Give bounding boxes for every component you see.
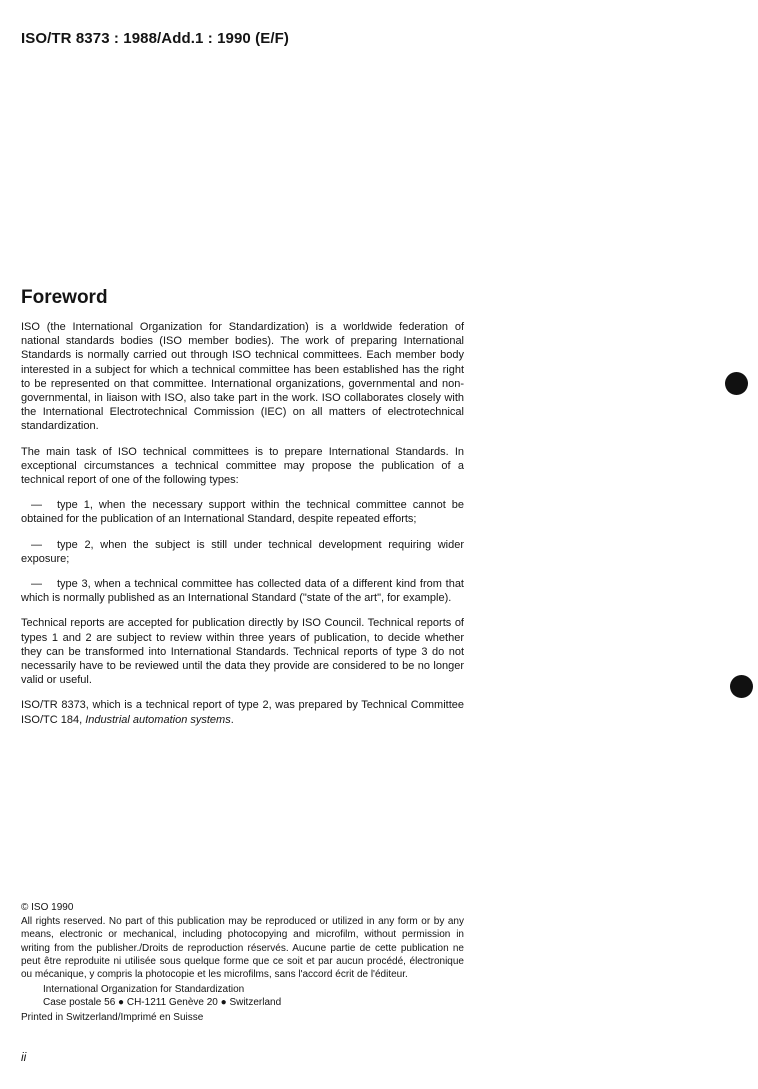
list-item-type-2 <box>21 538 464 566</box>
dash-bullet: — <box>31 499 42 512</box>
list-item-type-1 <box>21 498 464 526</box>
list-item-text: type 3, when a technical committee has collected data of a different kind from that which is normally published as an International Standard ("state of the art", for example). <box>21 578 464 605</box>
copyright-footer <box>21 901 464 1024</box>
copyright-line: © ISO 1990 <box>21 902 74 913</box>
rights-statement: All rights reserved. No part of this publication may be reproduced or utilized in any form or by any means, electronic or mechanical, including photocopying and microfilm, without permission in writing from the publisher./Droits de reproduction réservés. Aucune partie de cette publication ne peut être reproduite ni utilisée sous quelque forme que ce soit et par aucun procédé, électronique ou mécanique, y compris la photocopie et les microfilms, sans l'accord écrit de l'éditeur. <box>21 916 464 981</box>
period: . <box>230 713 234 726</box>
organization-name: International Organization for Standardization <box>43 984 245 996</box>
postal-address: Case postale 56 ● CH-1211 Genève 20 ● Switzerland <box>43 997 282 1009</box>
list-item-type-3 <box>21 577 464 605</box>
list-item-text: type 1, when the necessary support within the technical committee cannot be obtained for the publication of an International Standard, despite repeated efforts; <box>21 499 464 526</box>
printed-in: Printed in Switzerland/Imprimé en Suisse <box>21 1011 204 1023</box>
paragraph-main-task: The main task of ISO technical committees is to prepare International Standards. In exceptional circumstances a technical committee may propose the publication of a technical report of one of the following types: <box>21 445 464 487</box>
organization-address <box>43 983 464 1009</box>
paragraph-prepared-by <box>21 698 464 726</box>
prepared-by-text: ISO/TR 8373, which is a technical report of type 2, was prepared by Technical Committee ISO/TC 184, <box>21 699 464 726</box>
paragraph-technical-reports: Technical reports are accepted for publication directly by ISO Council. Technical reports of types 1 and 2 are subject to review within three years of publication, to decide whether they can be transformed into International Standards. Technical reports of type 3 do not necessarily have to be reviewed until the data they provide are considered to be no longer valid or useful. <box>21 617 464 687</box>
foreword-body <box>21 320 464 738</box>
dash-bullet: — <box>31 538 42 551</box>
page-title: Foreword <box>21 287 108 308</box>
binding-hole-mark <box>725 372 748 395</box>
page-number: ii <box>21 1050 27 1064</box>
list-item-text: type 2, when the subject is still under technical development requiring wider exposure; <box>21 538 464 565</box>
paragraph-iso-intro: ISO (the International Organization for Standardization) is a worldwide federation of national standards bodies (ISO member bodies). The work of preparing International Standards is normally carried out through ISO technical committees. Each member body interested in a subject for which a technical committee has been established has the right to be represented on that committee. International organizations, governmental and non-governmental, in liaison with ISO, also take part in the work. ISO collaborates closely with the International Electrotechnical Commission (IEC) on all matters of electrotechnical standardization. <box>21 321 464 433</box>
binding-hole-mark <box>730 675 753 698</box>
document-header: ISO/TR 8373 : 1988/Add.1 : 1990 (E/F) <box>21 30 289 47</box>
dash-bullet: — <box>31 578 42 591</box>
committee-name: Industrial automation systems <box>85 713 231 726</box>
